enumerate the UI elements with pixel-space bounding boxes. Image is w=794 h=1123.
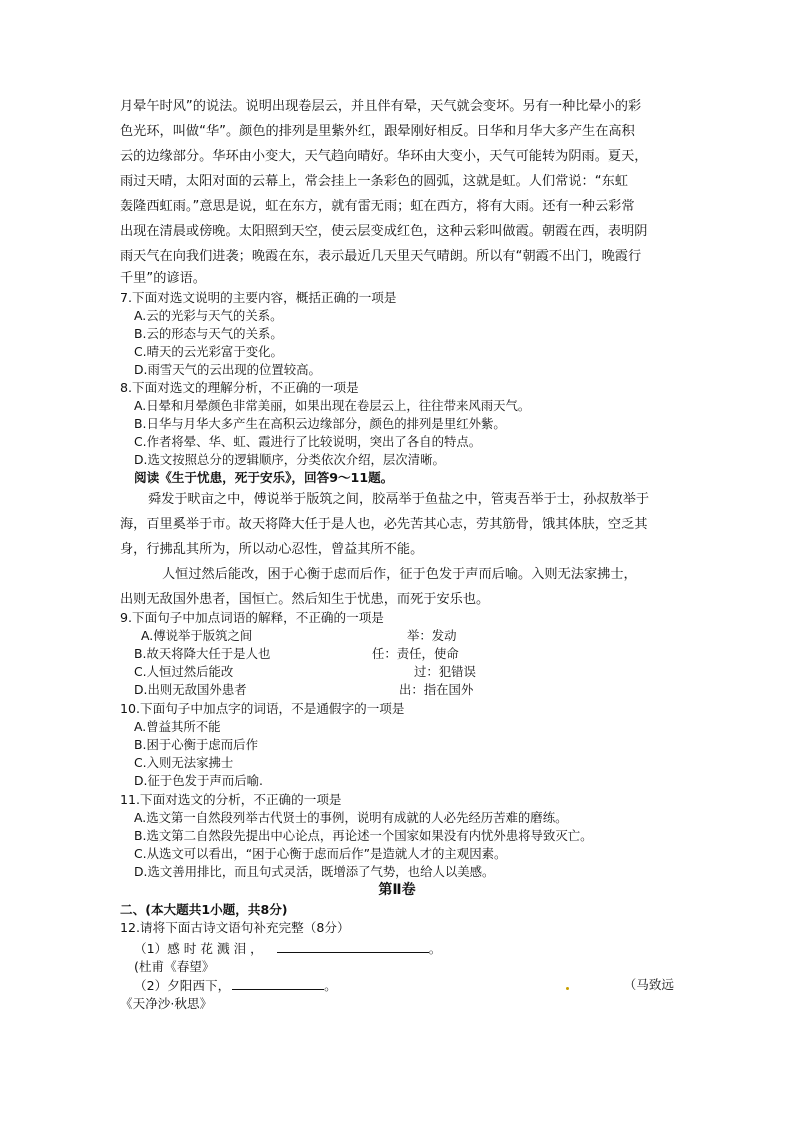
option-c: C.晴天的云光彩富于变化。 [134,344,283,359]
question-stem: 12.请将下面古诗文语句补充完整（8分） [120,920,350,935]
option-a: A.选文第一自然段列举古代贤士的事例，说明有成就的人必先经历苦难的磨练。 [134,810,568,825]
passage-line: 色光环，叫做“华”。颜色的排列是里紫外红，跟晕刚好相反。日华和月华大多产生在高积 [120,124,635,139]
option-c-gloss: 过：犯错误 [414,664,476,679]
fill-item-2-prompt: （2）夕阳西下， [134,978,231,993]
passage-line: 轰隆西虹雨。”意思是说，虹在东方，就有雷无雨；虹在西方，将有大雨。还有一种云彩常 [120,199,635,214]
option-d: D.出则无敌国外患者 [134,682,247,697]
answer-blank-1[interactable] [277,939,429,953]
answer-blank-2[interactable] [232,976,324,990]
question-stem: 9.下面句子中加点词语的解释，不正确的一项是 [120,610,384,625]
option-c: C.人恒过然后能改 [134,664,234,679]
passage-line: 海，百里奚举于市。故天将降大任于是人也，必先苦其心志，劳其筋骨，饿其体肤，空乏其 [120,517,648,532]
passage-line: 云的边缘部分。华环由小变大，天气趋向晴好。华环由大变小，天气可能转为阴雨。夏天， [120,149,648,164]
option-a: A.傅说举于版筑之间 [141,628,253,643]
option-a-gloss: 举：发动 [407,628,457,643]
option-c: C.作者将晕、华、虹、霞进行了比较说明，突出了各自的特点。 [134,434,482,449]
option-d-gloss: 出：指在国外 [399,682,474,697]
passage-line: 身，行拂乱其所为，所以动心忍性，曾益其所不能。 [120,542,424,557]
fill-item-1-source: (杜甫《春望》 [134,959,215,974]
part-heading: 二、(本大题共1小题，共8分) [120,902,288,917]
fill-item-2-source-title: 《天净沙·秋思》 [120,996,213,1011]
option-b: B.云的形态与天气的关系。 [134,326,283,341]
fill-item-1 [134,939,441,958]
fill-item-2 [134,976,337,995]
option-d: D.雨雪天气的云出现的位置较高。 [134,362,321,377]
passage-line: 出现在清晨或傍晚。太阳照到天空，使云层变成红色，这种云彩叫做霞。朝霞在西，表明阴 [120,224,648,239]
option-a: A.日晕和月晕颜色非常美丽，如果出现在卷层云上，往往带来风雨天气。 [134,398,531,413]
passage-line: 雨过天晴，太阳对面的云幕上，常会挂上一条彩色的圆弧，这就是虹。人们常说：“东虹 [120,174,628,189]
option-a: A.曾益其所不能 [134,719,221,734]
passage-line: 月晕午时风”的说法。说明出现卷层云，并且伴有晕，天气就会变坏。另有一种比晕小的彩 [120,99,642,114]
question-stem: 10.下面句子中加点字的词语，不是通假字的一项是 [120,701,405,716]
reading-title: 阅读《生于忧患，死于安乐》，回答9～11题。 [134,470,394,485]
option-a: A.云的光彩与天气的关系。 [134,308,283,323]
option-b-gloss: 任：责任，使命 [372,646,459,661]
passage-line: 千里”的谚语。 [120,271,206,286]
passage-line: 舜发于畎亩之中，傅说举于版筑之间，胶鬲举于鱼盐之中，管夷吾举于士，孙叔敖举于 [148,492,650,507]
question-stem: 11.下面对选文的分析，不正确的一项是 [120,792,342,807]
fill-item-2-end: 。 [324,978,337,993]
question-stem: 7.下面对选文说明的主要内容，概括正确的一项是 [120,290,397,305]
option-d: D.选文善用排比，而且句式灵活，既增添了气势，也给人以美感。 [134,864,495,879]
option-d: D.选文按照总分的逻辑顺序，分类依次介绍，层次清晰。 [134,452,445,467]
option-c: C.从选文可以看出，“困于心衡于虑而后作”是造就人才的主观因素。 [134,846,507,861]
passage-line: 雨天气在向我们进袭；晚霞在东，表示最近几天里天气晴朗。所以有“朝霞不出门，晚霞行 [120,249,642,264]
option-b: B.日华与月华大多产生在高积云边缘部分，颜色的排列是里红外紫。 [134,416,506,431]
option-b: B.困于心衡于虑而后作 [134,737,258,752]
fill-item-2-source-author: （马致远 [623,977,674,992]
section-title: 第Ⅱ卷 [378,882,416,898]
question-stem: 8.下面对选文的理解分析，不正确的一项是 [120,380,359,395]
passage-line: 出则无敌国外患者，国恒亡。然后知生于忧患，而死于安乐也。 [120,592,490,607]
option-b: B.选文第二自然段先提出中心论点，再论述一个国家如果没有内忧外患将导致灭亡。 [134,828,593,843]
passage-line: 人恒过然后能改，困于心衡于虑而后作，征于色发于声而后喻。入则无法家拂士， [162,567,637,582]
fill-item-1-prompt: （1）感 时 花 溅 泪 ， [134,941,263,956]
fill-item-1-end: 。 [428,941,442,956]
option-d: D.征于色发于声而后喻. [134,773,263,788]
option-b: B.故天将降大任于是人也 [134,646,271,661]
option-c: C.入则无法家拂士 [134,755,234,770]
